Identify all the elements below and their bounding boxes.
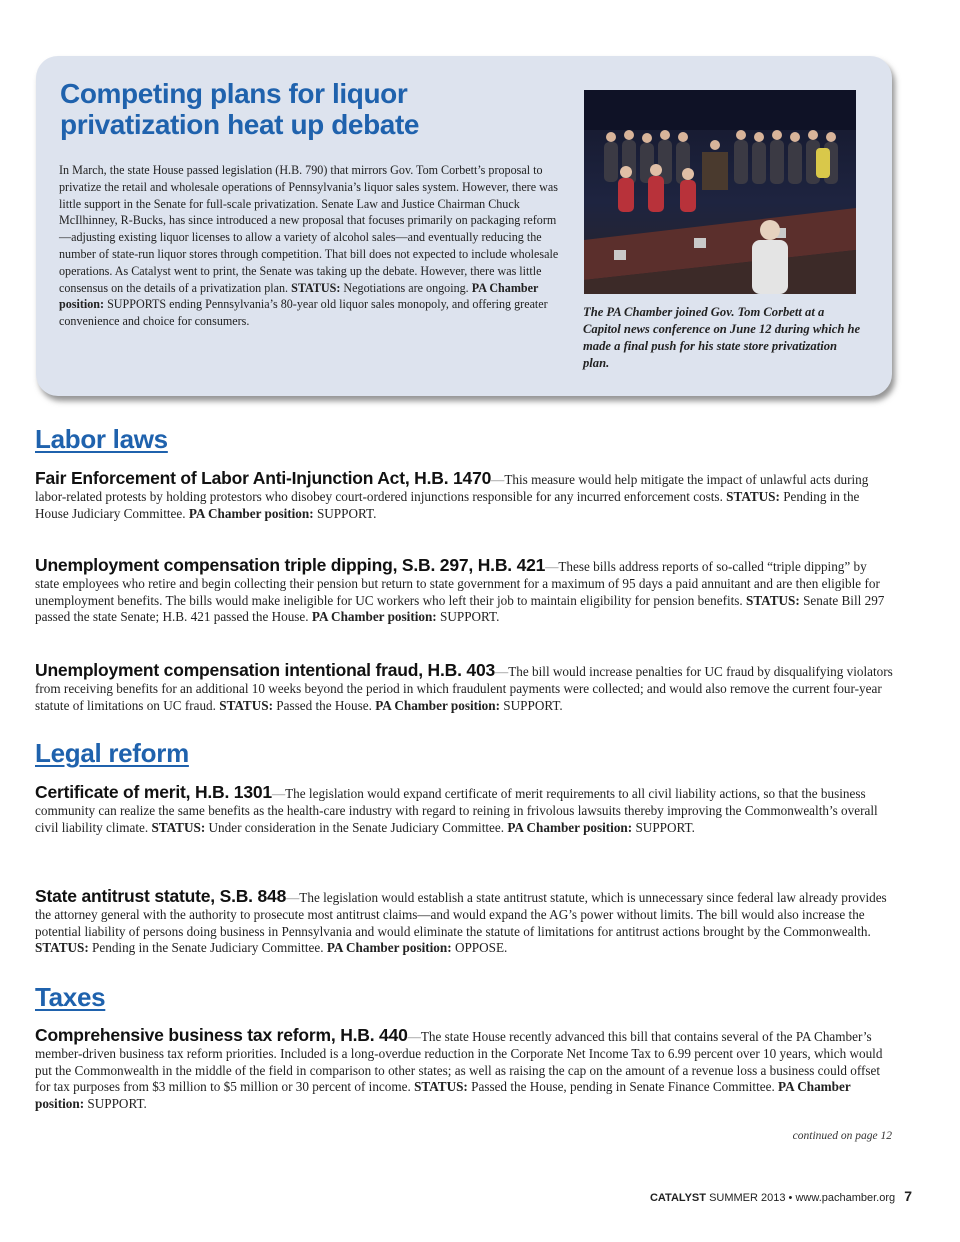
- item-hb1301-heading: Certificate of merit, H.B. 1301: [35, 782, 272, 802]
- item-hb403-status-label: STATUS:: [219, 697, 273, 713]
- item-sb848-position: OPPOSE.: [454, 940, 508, 956]
- item-hb1470-position-label: PA Chamber position:: [188, 505, 314, 521]
- item-hb403-position-label: PA Chamber position:: [375, 697, 500, 713]
- page-footer: [650, 1188, 912, 1204]
- item-sb297-status-label: STATUS:: [746, 592, 800, 608]
- continued-note: continued on page 12: [792, 1130, 892, 1142]
- item-hb440-status: Passed the House, pending in Senate Finance Committee.: [471, 1079, 775, 1095]
- item-hb440-status-label: STATUS:: [414, 1079, 468, 1095]
- footer-bullet: •: [788, 1192, 793, 1204]
- section-heading-legal-reform: Legal reform: [35, 738, 189, 768]
- item-hb1470-body: This measure would help mitigate the impact of unlawful acts during labor-related protests by holding protestors who disobey court-ordered injunctions responsible for any incurred enforcement costs.: [35, 472, 869, 504]
- item-hb1301-status-label: STATUS:: [151, 819, 206, 835]
- sidebar-body: [59, 162, 567, 330]
- section-heading-taxes: Taxes: [35, 982, 106, 1012]
- item-sb848-dash: —: [286, 890, 300, 905]
- item-hb1470-status-label: STATUS:: [726, 488, 780, 504]
- footer-url[interactable]: www.pachamber.org: [795, 1192, 896, 1204]
- item-sb848-status-label: STATUS:: [35, 940, 89, 956]
- item-hb1301-position: SUPPORT.: [635, 819, 695, 835]
- footer-brand: CATALYST: [649, 1192, 706, 1204]
- item-hb440-position-label: PA Chamber position:: [35, 1079, 851, 1112]
- item-hb1470-heading: Fair Enforcement of Labor Anti-Injunction Act, H.B. 1470: [35, 468, 492, 488]
- item-hb1470-status: Pending in the House Judiciary Committee.: [35, 488, 860, 521]
- sidebar-position-label: PA Chamber position:: [59, 280, 539, 312]
- item-hb403-position: SUPPORT.: [503, 697, 563, 713]
- item-hb1301-dash: —: [271, 786, 286, 801]
- item-hb1470: [35, 470, 893, 522]
- sidebar-title: Competing plans for liquor privatization heat up debate: [60, 78, 420, 140]
- item-sb297-position-label: PA Chamber position:: [311, 609, 437, 625]
- item-sb297-status: Senate Bill 297 passed the state Senate; H.B. 421 passed the House.: [35, 592, 885, 625]
- news-conference-photo: [584, 90, 856, 294]
- item-sb848: [35, 888, 893, 957]
- section-heading-labor-laws: Labor laws: [35, 424, 168, 454]
- item-sb297-body: These bills address reports of so-called “triple dipping” by state employees who retire and begin collecting their pension but return to state government for a maximum of 95 days a paid annuitant and are then eligible for unemployment benefits. The bills would make ineligible for UC workers who left their job to maintain eligibility for pension benefits.: [35, 559, 880, 608]
- photo-caption: The PA Chamber joined Gov. Tom Corbett at a Capitol news conference on June 12 during which he made a final push for his state store privatization plan.: [583, 305, 861, 370]
- item-hb1301-position-label: PA Chamber position:: [507, 819, 633, 835]
- item-hb1301-body: The legislation would expand certificate of merit requirements to all civil liability actions, so that the business community can realize the same benefits as the health-care industry with regard to reining in frivolous lawsuits thereby improving the Commonwealth’s overall civil liability climate.: [35, 786, 878, 835]
- item-hb403: [35, 662, 893, 714]
- footer-issue: SUMMER 2013: [709, 1192, 786, 1204]
- item-hb403-dash: —: [495, 664, 509, 679]
- item-hb440-dash: —: [407, 1029, 421, 1044]
- sidebar-status-label: STATUS:: [291, 280, 341, 295]
- item-hb440-body: The state House recently advanced this bill that contains several of the PA Chamber’s member-driven business tax reform priorities. Included is a long-overdue reduction in the Corporate Net Income Tax to 6.99 percent over 10 years, which would put the Commonwealth in the middle of the field in comparison to other states; as well as raising the cap on the amount of a revenue loss a business could offset for tax purposes from $3 million to $5 million or 30 percent of income.: [35, 1029, 883, 1095]
- item-hb1301: [35, 784, 893, 836]
- item-sb297-dash: —: [545, 559, 559, 574]
- item-sb297: [35, 557, 893, 626]
- item-sb848-status: Pending in the Senate Judiciary Committee.: [92, 940, 324, 956]
- item-sb848-position-label: PA Chamber position:: [326, 940, 452, 956]
- item-sb297-heading: Unemployment compensation triple dipping, S.B. 297, H.B. 421: [35, 555, 546, 575]
- sidebar-status-text: Negotiations are ongoing.: [343, 280, 469, 295]
- item-sb848-body: The legislation would establish a state antitrust statute, which is unnecessary since federal law already provides the attorney general with the authority to prosecute most antitrust claims—and would expand the AG’s power without limits. The bill would also increase the potential liability of persons doing business in Pennsylvania and would eliminate the statute of limitations for antitrust actions brought by the Commonwealth.: [35, 890, 887, 939]
- item-hb1470-dash: —: [491, 472, 505, 487]
- item-sb848-heading: State antitrust statute, S.B. 848: [35, 886, 287, 906]
- item-hb440-position: SUPPORT.: [87, 1096, 147, 1112]
- item-hb403-body: The bill would increase penalties for UC fraud by disqualifying violators from receiving benefits for an additional 10 weeks beyond the period in which fraudulent payments were collected; and would also remove the current four-year statute of limitations on UC fraud.: [35, 664, 893, 713]
- item-hb403-status: Passed the House.: [276, 697, 372, 713]
- item-hb440: [35, 1027, 893, 1113]
- item-hb1301-status: Under consideration in the Senate Judiciary Committee.: [208, 819, 505, 835]
- item-sb297-position: SUPPORT.: [440, 609, 500, 625]
- news-conference-photo-art: [584, 90, 856, 294]
- item-hb440-heading: Comprehensive business tax reform, H.B. 440: [35, 1025, 408, 1045]
- sidebar-position-text: SUPPORTS ending Pennsylvania’s 80-year old liquor sales monopoly, and offering greater convenience and choice for consumers.: [59, 297, 548, 329]
- page-number: 7: [904, 1188, 912, 1204]
- sidebar-body-text: In March, the state House passed legislation (H.B. 790) that mirrors Gov. Tom Corbett’s proposal to privatize the retail and wholesale operations of Pennsylvania’s liquor sales system. However, there was little support in the Senate for full-scale privatization. Senate Law and Justice Chairman Chuck McIlhinney, R-Bucks, has since introduced a new proposal that focuses primarily on packaging reform—adjusting existing liquor licenses to allow a variety of alcohol sales—and eventually reducing the number of state-run liquor stores through competition. That bill does not expected to include wholesale operations. As Catalyst went to print, the Senate was taking up the debate. However, there was little consensus on the details of a privatization plan.: [59, 163, 559, 295]
- item-hb403-heading: Unemployment compensation intentional fraud, H.B. 403: [35, 660, 496, 680]
- item-hb1470-position: SUPPORT.: [316, 505, 377, 521]
